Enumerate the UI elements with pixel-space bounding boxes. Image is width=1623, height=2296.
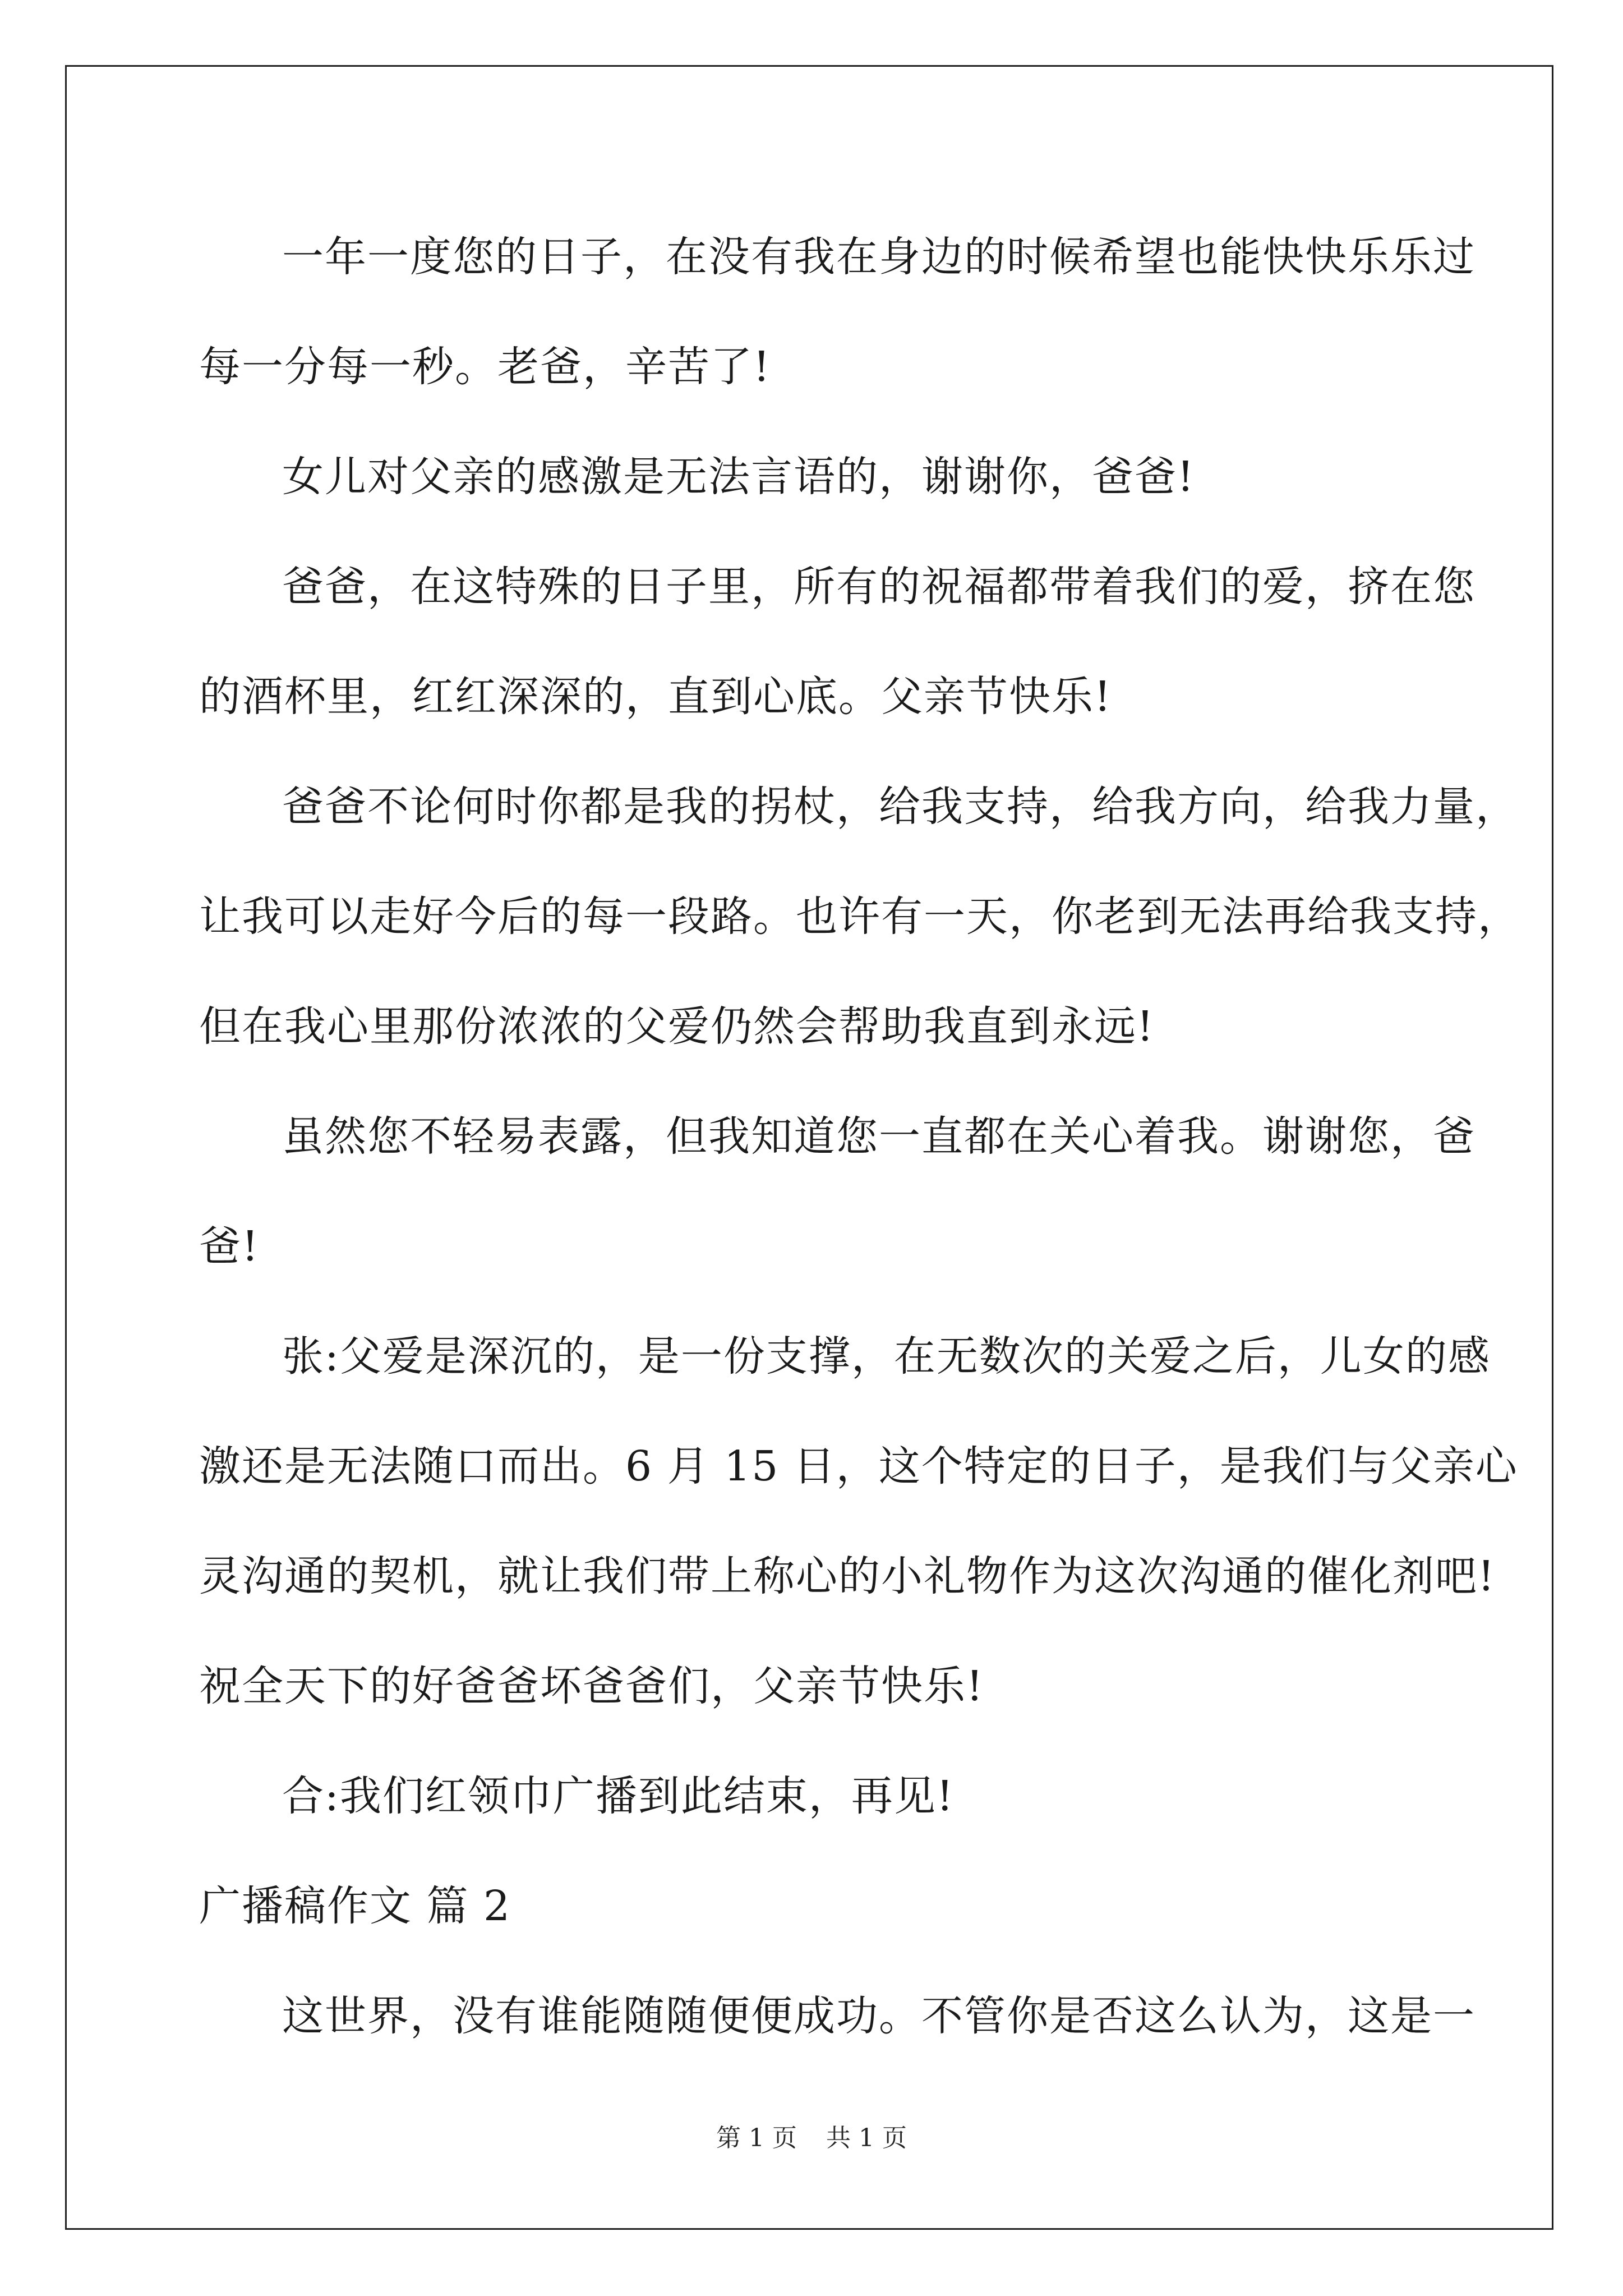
text-line: 合:我们红领巾广播到此结束，再见! <box>282 1772 955 1820</box>
text-line: 爸爸不论何时你都是我的拐杖，给我支持，给我方向，给我力量， <box>282 783 1518 831</box>
page-total: 共 1 页 <box>826 2124 907 2152</box>
section-heading: 广播稿作文 篇 2 <box>199 1882 511 1930</box>
text-line: 虽然您不轻易表露，但我知道您一直都在关心着我。谢谢您，爸 <box>282 1112 1476 1161</box>
text-line: 每一分每一秒。老爸，辛苦了! <box>199 343 771 391</box>
text-line: 女儿对父亲的感激是无法言语的，谢谢你，爸爸! <box>282 453 1195 501</box>
text-line: 激还是无法随口而出。6 月 15 日，这个特定的日子，是我们与父亲心 <box>199 1442 1518 1490</box>
page-number: 第 1 页 <box>716 2124 797 2152</box>
text-line: 这世界，没有谁能随随便便成功。不管你是否这么认为，这是一 <box>282 1992 1476 2040</box>
text-line: 一年一度您的日子，在没有我在身边的时候希望也能快快乐乐过 <box>282 233 1476 281</box>
text-line: 爸! <box>199 1222 260 1271</box>
text-line: 祝全天下的好爸爸坏爸爸们，父亲节快乐! <box>199 1662 984 1710</box>
text-line: 灵沟通的契机，就让我们带上称心的小礼物作为这次沟通的催化剂吧! <box>199 1552 1496 1600</box>
document-body <box>199 202 1520 2071</box>
text-line: 让我可以走好今后的每一段路。也许有一天，你老到无法再给我支持， <box>199 892 1520 941</box>
text-line: 的酒杯里，红红深深的，直到心底。父亲节快乐! <box>199 673 1112 721</box>
text-line: 但在我心里那份浓浓的父爱仍然会帮助我直到永远! <box>199 1002 1155 1051</box>
text-line: 张:父爱是深沉的，是一份支撑，在无数次的关爱之后，儿女的感 <box>282 1332 1491 1381</box>
page-footer <box>0 2118 1623 2154</box>
text-line: 爸爸，在这特殊的日子里，所有的祝福都带着我们的爱，挤在您 <box>282 563 1476 611</box>
